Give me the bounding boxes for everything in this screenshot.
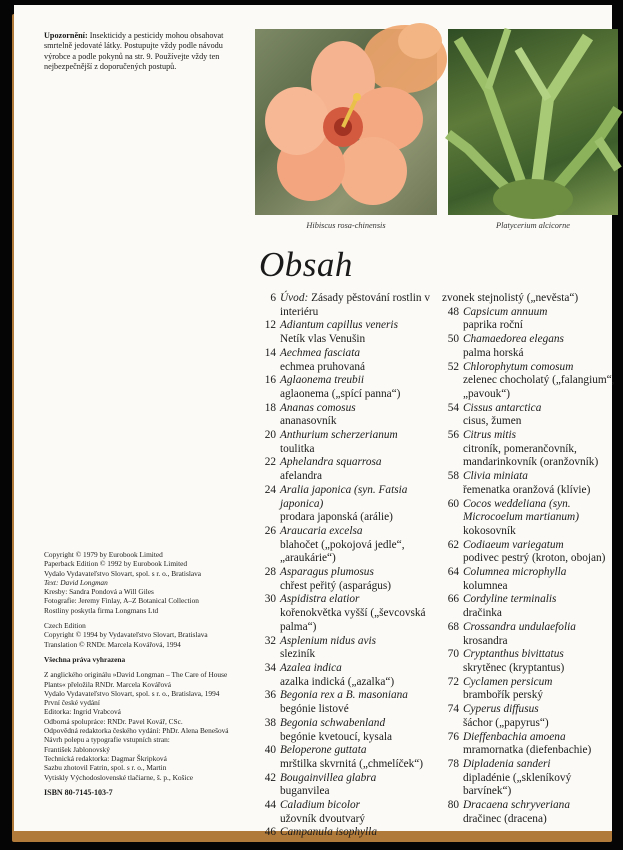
entry-czech-name: blahočet („pokojová jedle“, „araukárie“) xyxy=(280,538,405,565)
imprint-rights: Všechna práva vyhrazena xyxy=(44,654,126,664)
isbn: ISBN 80-7145-103-7 xyxy=(44,787,113,797)
page-number: 66 xyxy=(447,593,459,606)
page-number: 32 xyxy=(264,634,276,647)
page-number: 46 xyxy=(264,826,276,839)
imprint-line: Odborná spolupráce: RNDr. Pavel Kovář, CSc. xyxy=(44,716,183,726)
entry-czech-name: azalka indická („azalka“) xyxy=(280,675,395,688)
page-number: 64 xyxy=(447,566,459,579)
entry-latin-name: Aglaonema treubii xyxy=(280,374,364,387)
entry-czech-name: Zásady pěstování rostlin v interiéru xyxy=(280,292,430,318)
contents-entry xyxy=(259,717,434,744)
hibiscus-illustration xyxy=(255,29,437,215)
contents-entry xyxy=(259,484,434,525)
entry-czech-name: echmea pruhovaná xyxy=(280,360,365,373)
entry-latin-name: Ananas comosus xyxy=(280,401,356,414)
contents-entry xyxy=(259,635,434,662)
contents-entry xyxy=(259,799,434,826)
page-number: 54 xyxy=(447,401,459,414)
imprint-line: Text: David Longman xyxy=(44,577,108,587)
entry-latin-name: Chlorophytum comosum xyxy=(463,360,574,373)
entry-czech-name: prodara japonská (arálie) xyxy=(280,511,393,524)
entry-czech-name: dračinec (dracena) xyxy=(463,812,547,825)
contents-column-1 xyxy=(259,292,434,840)
entry-latin-name: Crossandra undulaefolia xyxy=(463,620,576,633)
page-number: 78 xyxy=(447,757,459,770)
imprint-line: Paperback Edition © 1992 by Eurobook Limited xyxy=(44,559,188,569)
page-number: 28 xyxy=(264,566,276,579)
entry-czech-name: skrytěnec (kryptantus) xyxy=(463,661,565,674)
contents-entry xyxy=(442,648,617,675)
contents-entry-continued xyxy=(442,292,617,306)
contents-entry xyxy=(442,306,617,333)
page-number: 50 xyxy=(447,333,459,346)
entry-latin-name: Chamaedorea elegans xyxy=(463,333,564,346)
entry-latin-name: Begonia rex a B. masoniana xyxy=(280,689,408,702)
page-number: 6 xyxy=(270,292,276,304)
page-number: 56 xyxy=(447,429,459,442)
entry-latin-name: Dipladenia sanderi xyxy=(463,757,551,770)
entry-czech-name: sleziník xyxy=(280,648,316,661)
contents-entry xyxy=(259,689,434,716)
entry-latin-name: Beloperone guttata xyxy=(280,744,367,757)
entry-latin-name: Begonia schwabenland xyxy=(280,716,386,729)
page-number: 30 xyxy=(264,593,276,606)
page-number: 38 xyxy=(264,716,276,729)
page-number: 26 xyxy=(264,524,276,537)
entry-czech-name: mramornatka (diefenbachie) xyxy=(463,744,592,757)
entry-czech-name: cisus, žumen xyxy=(463,415,522,428)
imprint-line: Vydalo Vydavateľstvo Slovart, spol. s r. o., Bratislava, 1994 xyxy=(44,688,220,698)
entry-latin-name: Campanula isophylla xyxy=(280,826,377,839)
contents-entry xyxy=(442,676,617,703)
imprint-line: První české vydání xyxy=(44,698,100,708)
imprint-line: Copyright © 1979 by Eurobook Limited xyxy=(44,550,163,559)
page-number: 74 xyxy=(447,703,459,716)
imprint-line: Plants« přeložila RNDr. Marcela Kovářová xyxy=(44,679,172,689)
hibiscus-caption: Hibiscus rosa-chinensis xyxy=(306,221,386,230)
entry-czech-name: paprika roční xyxy=(463,319,523,332)
entry-czech-name: ananasovník xyxy=(280,415,337,428)
entry-czech-name: šáchor („papyrus“) xyxy=(463,716,549,729)
page-number: 42 xyxy=(264,771,276,784)
contents-entry xyxy=(259,772,434,799)
contents-entry xyxy=(259,319,434,346)
contents-entry xyxy=(442,539,617,566)
page-number: 58 xyxy=(447,470,459,483)
imprint-line: Copyright © 1994 by Vydavateľstvo Slovart, Bratislava xyxy=(44,630,208,640)
imprint-line: Vytiskly Východoslovenské tlačiarne, š. p., Košice xyxy=(44,772,193,782)
page-number: 20 xyxy=(264,429,276,442)
hibiscus-photo xyxy=(255,29,437,215)
page-number: 68 xyxy=(447,620,459,633)
entry-czech-name: užovník dvoutvarý xyxy=(280,812,366,825)
contents-entry xyxy=(442,429,617,470)
page-number: 40 xyxy=(264,744,276,757)
entry-czech-name: chřest peřitý (asparágus) xyxy=(280,579,392,592)
entry-latin-name: Columnea microphylla xyxy=(463,566,567,579)
page-number: 24 xyxy=(264,483,276,496)
entry-czech-name: kořenokvětka vyšší („ševcovská palma“) xyxy=(280,607,426,633)
imprint-line: Technická redaktorka: Dagmar Škripková xyxy=(44,753,167,763)
entry-latin-name: Aechmea fasciata xyxy=(280,346,360,359)
imprint-line: Z anglického originálu »David Longman – The Care of House xyxy=(44,670,228,680)
entry-czech-name: Netík vlas Venušin xyxy=(280,333,366,346)
entry-latin-name: Caladium bicolor xyxy=(280,799,361,812)
entry-czech-name: zelenec chocholatý („falangium“, „pavouk“) xyxy=(463,374,615,400)
entry-czech-name: citroník, pomerančovník, mandarinkovník (oranžovník) xyxy=(463,442,599,469)
entry-latin-name: Cyperus diffusus xyxy=(463,703,539,716)
entry-czech-name: řemenatka oranžová (klívie) xyxy=(463,483,591,496)
contents-title: Obsah xyxy=(259,245,353,284)
imprint-line: František Jablonovský xyxy=(44,744,110,754)
entry-latin-name: Asplenium nidus avis xyxy=(280,634,377,647)
imprint-line: Návrh polepu a typografie vstupních stran: xyxy=(44,735,170,745)
entry-czech-name: begónie kvetoucí, kysala xyxy=(280,730,392,743)
entry-czech-name: krosandra xyxy=(463,634,508,647)
entry-czech-name: palma horská xyxy=(463,346,524,359)
entry-latin-name: Cocos weddeliana (syn. Microcoelum martianum) xyxy=(463,497,579,524)
entry-latin-name: Bougainvillea glabra xyxy=(280,771,377,784)
contents-entry xyxy=(259,826,434,840)
contents-entry xyxy=(259,402,434,429)
entry-latin-name: Aralia japonica (syn. Fatsia japonica) xyxy=(280,483,408,510)
imprint-line: Odpovědná redaktorka českého vydání: PhDr. Alena Benešová xyxy=(44,726,229,736)
contents-column-2 xyxy=(442,292,617,826)
entry-latin-name: Cyclamen persicum xyxy=(463,675,553,688)
page-number: 34 xyxy=(264,661,276,674)
contents-entry xyxy=(259,292,434,319)
entry-czech-name: kolumnea xyxy=(463,579,508,592)
entry-latin-name: Dieffenbachia amoena xyxy=(463,730,566,743)
imprint-block xyxy=(44,550,254,797)
warning-text: Insekticidy a pesticidy mohou obsahovat smrtelně jedovaté látky. Postupujte vždy podle návodu výrobce a podle pokynů na str. 9. Používejte vždy ten nejbezpečnější z doporučených postupů. xyxy=(44,31,224,72)
page-number: 44 xyxy=(264,799,276,812)
entry-latin-name: Asparagus plumosus xyxy=(280,566,374,579)
imprint-line: Rostliny poskytla firma Longmans Ltd xyxy=(44,605,159,615)
page-number: 18 xyxy=(264,401,276,414)
entry-czech-name: dračinka xyxy=(463,607,502,620)
entry-latin-name: Úvod: xyxy=(280,292,309,304)
contents-entry xyxy=(259,566,434,593)
page-number: 14 xyxy=(264,346,276,359)
entry-czech-name: buganvilea xyxy=(280,785,330,798)
page-number: 60 xyxy=(447,497,459,510)
page-number: 16 xyxy=(264,374,276,387)
entry-latin-name: Cissus antarctica xyxy=(463,401,542,414)
warning-label: Upozornění: xyxy=(44,31,88,40)
contents-entry xyxy=(259,429,434,456)
page-number: 62 xyxy=(447,538,459,551)
contents-entry xyxy=(442,593,617,620)
page-number: 22 xyxy=(264,456,276,469)
entry-czech-name: kokosovník xyxy=(463,524,516,537)
imprint-line: Vydalo Vydavateľstvo Slovart, spol. s r. o., Bratislava xyxy=(44,568,202,578)
entry-latin-name: Dracaena schryveriana xyxy=(463,799,570,812)
entry-czech-name: afelandra xyxy=(280,470,323,483)
entry-czech-name: podivec pestrý (kroton, obojan) xyxy=(463,552,606,565)
entry-latin-name: Codiaeum variegatum xyxy=(463,538,564,551)
contents-entry xyxy=(259,525,434,566)
entry-latin-name: Anthurium scherzerianum xyxy=(280,429,398,442)
contents-entry xyxy=(442,731,617,758)
page-number: 76 xyxy=(447,730,459,743)
contents-entry xyxy=(259,374,434,401)
entry-czech-name: zvonek stejnolistý („nevěsta“) xyxy=(442,292,579,304)
imprint-line: Czech Edition xyxy=(44,621,86,631)
contents-entry xyxy=(442,758,617,799)
contents-entry xyxy=(259,744,434,771)
platycerium-caption: Platycerium alcicorne xyxy=(496,221,570,230)
entry-latin-name: Araucaria excelsa xyxy=(280,524,363,537)
contents-entry xyxy=(259,662,434,689)
page-number: 36 xyxy=(264,689,276,702)
page-number: 12 xyxy=(264,319,276,332)
page-number: 48 xyxy=(447,305,459,318)
platycerium-photo xyxy=(448,29,618,215)
entry-latin-name: Cryptanthus bivittatus xyxy=(463,648,564,661)
contents-entry xyxy=(442,621,617,648)
entry-latin-name: Adiantum capillus veneris xyxy=(280,319,398,332)
contents-entry xyxy=(442,566,617,593)
contents-entry xyxy=(259,347,434,374)
warning-note xyxy=(44,31,244,73)
contents-entry xyxy=(442,799,617,826)
book-page xyxy=(14,5,615,839)
page-number: 52 xyxy=(447,360,459,373)
imprint-line: Sazbu zhotovil Fatrin, spol. s r. o., Martin xyxy=(44,763,167,773)
entry-latin-name: Aphelandra squarrosa xyxy=(280,456,382,469)
contents-entry xyxy=(442,498,617,539)
entry-czech-name: dipladénie („skleníkový barvínek“) xyxy=(463,771,572,798)
contents-entry xyxy=(442,470,617,497)
contents-entry xyxy=(259,593,434,634)
entry-latin-name: Capsicum annuum xyxy=(463,305,548,318)
imprint-line: Translation © RNDr. Marcela Kovářová, 1994 xyxy=(44,639,181,649)
page-number: 70 xyxy=(447,648,459,661)
entry-latin-name: Clivia miniata xyxy=(463,470,528,483)
contents-entry xyxy=(259,456,434,483)
entry-latin-name: Cordyline terminalis xyxy=(463,593,557,606)
contents-entry xyxy=(442,333,617,360)
imprint-line: Fotografie: Jeremy Finlay, A–Z Botanical Collection xyxy=(44,596,199,606)
contents-entry xyxy=(442,361,617,402)
contents-entry xyxy=(442,402,617,429)
entry-czech-name: aglaonema („spící panna“) xyxy=(280,387,401,400)
entry-czech-name: mrštilka skvrnitá („chmelíček“) xyxy=(280,757,424,770)
contents-entry xyxy=(442,703,617,730)
page-number: 72 xyxy=(447,675,459,688)
entry-latin-name: Aspidistra elatior xyxy=(280,593,360,606)
page-number: 80 xyxy=(447,799,459,812)
platycerium-illustration xyxy=(448,29,618,215)
imprint-line: Editorka: Ingrid Vrabcová xyxy=(44,707,121,717)
entry-czech-name: begónie listové xyxy=(280,703,349,716)
entry-latin-name: Azalea indica xyxy=(280,661,342,674)
entry-intro xyxy=(280,292,434,319)
entry-czech-name: brambořík perský xyxy=(463,689,543,702)
entry-latin-name: Citrus mitis xyxy=(463,429,517,442)
entry-czech-name: toulitka xyxy=(280,442,315,455)
imprint-line: Kresby: Sandra Pondová a Will Giles xyxy=(44,587,154,597)
